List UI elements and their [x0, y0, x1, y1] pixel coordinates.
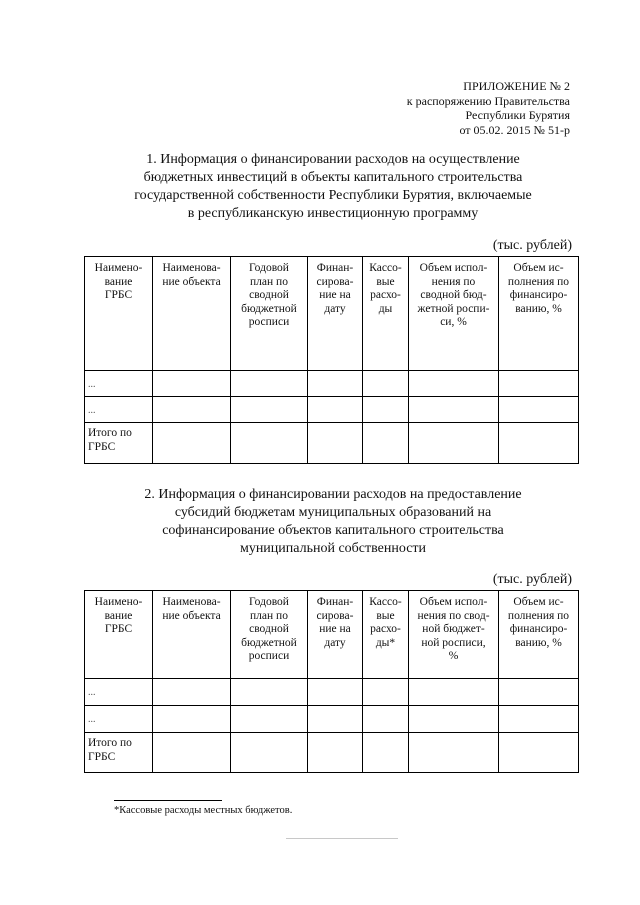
table-total-row [85, 423, 579, 464]
table-cell [308, 733, 363, 773]
table-row [85, 706, 579, 733]
table-header-row [85, 257, 579, 371]
table-cell [153, 423, 231, 464]
table-cell [409, 733, 499, 773]
appendix-line-3: Республики Бурятия [465, 108, 570, 122]
table-row [85, 679, 579, 706]
row-label: ... [85, 397, 153, 423]
table-cell [153, 733, 231, 773]
section2-table [84, 590, 579, 773]
table-cell [499, 371, 579, 397]
table-cell [499, 733, 579, 773]
appendix-header [310, 79, 570, 137]
table-cell [409, 706, 499, 733]
table-cell [153, 371, 231, 397]
section2-title-line: софинансирование объектов капитального строительства [162, 523, 504, 538]
appendix-line-2: к распоряжению Правительства [406, 93, 570, 108]
table-cell [409, 371, 499, 397]
table-cell [499, 679, 579, 706]
header-cell-annual-plan: Годовой план по сводной бюджетной росписи [231, 591, 308, 679]
header-cell-object: Наименова- ние объекта [153, 591, 231, 679]
header-cell-annual-plan: Годовой план по сводной бюджетной росписи [231, 257, 308, 371]
table-cell [231, 706, 308, 733]
table-cell [231, 679, 308, 706]
table-cell [363, 397, 409, 423]
header-cell-execution-budget: Объем испол- нения по свод- ной бюджет- ной росписи, % [409, 591, 499, 679]
table-cell [231, 423, 308, 464]
footnote-separator [114, 800, 222, 801]
row-label-total: Итого по ГРБС [85, 423, 153, 464]
table-cell [308, 706, 363, 733]
section2-title-line: муниципальной собственности [239, 541, 427, 556]
table-cell [153, 397, 231, 423]
section1-units: (тыс. рублей) [492, 238, 572, 253]
appendix-date: от 05.02. 2015 № 51-р [459, 122, 570, 137]
section2-title [88, 486, 578, 558]
table-cell [308, 371, 363, 397]
page-bottom-divider [286, 838, 398, 839]
header-cell-cash-expenses: Кассо- вые расхо- ды [363, 257, 409, 371]
table-header-row [85, 591, 579, 679]
table-cell [363, 423, 409, 464]
section1-title-line: государственной собственности Республики Бурятия, включаемые [134, 188, 532, 203]
row-label-total: Итого по ГРБС [85, 733, 153, 773]
table-cell [499, 397, 579, 423]
header-cell-execution-financing: Объем ис- полнения по финансиро- ванию, % [499, 257, 579, 371]
header-cell-grbs: Наимено- вание ГРБС [85, 591, 153, 679]
table-cell [409, 397, 499, 423]
table-cell [409, 679, 499, 706]
table-cell [231, 371, 308, 397]
row-label: ... [85, 371, 153, 397]
table-cell [409, 423, 499, 464]
header-cell-financing: Финан- сирова- ние на дату [308, 257, 363, 371]
section1-title-line: бюджетных инвестиций в объекты капитального строительства [143, 170, 523, 185]
table-cell [231, 733, 308, 773]
section2-title-line: субсидий бюджетам муниципальных образований на [174, 505, 492, 520]
table-cell [499, 706, 579, 733]
footnote: *Кассовые расходы местных бюджетов. [114, 805, 293, 816]
header-cell-financing: Финан- сирова- ние на дату [308, 591, 363, 679]
table-cell [308, 397, 363, 423]
table-cell [363, 733, 409, 773]
table-cell [308, 679, 363, 706]
table-cell [153, 706, 231, 733]
table-cell [153, 679, 231, 706]
section1-title-line: в республиканскую инвестиционную программу [187, 206, 479, 221]
table-cell [363, 679, 409, 706]
section1-title [88, 151, 578, 223]
section2-units: (тыс. рублей) [492, 572, 572, 587]
header-cell-execution-budget: Объем испол- нения по сводной бюд- жетной роспи- си, % [409, 257, 499, 371]
header-cell-grbs: Наимено- вание ГРБС [85, 257, 153, 371]
row-label: ... [85, 679, 153, 706]
header-cell-execution-financing: Объем ис- полнения по финансиро- ванию, % [499, 591, 579, 679]
appendix-title: ПРИЛОЖЕНИЕ № 2 [463, 79, 570, 93]
table-row [85, 397, 579, 423]
table-cell [308, 423, 363, 464]
table-row [85, 371, 579, 397]
table-cell [499, 423, 579, 464]
section2-title-line: 2. Информация о финансировании расходов на предоставление [144, 487, 522, 502]
table-cell [363, 706, 409, 733]
header-cell-object: Наименова- ние объекта [153, 257, 231, 371]
table-total-row [85, 733, 579, 773]
table-cell [363, 371, 409, 397]
table-cell [231, 397, 308, 423]
row-label: ... [85, 706, 153, 733]
section1-table [84, 256, 579, 464]
section1-title-line: 1. Информация о финансировании расходов на осуществление [146, 152, 520, 167]
header-cell-cash-expenses: Кассо- вые расхо- ды* [363, 591, 409, 679]
